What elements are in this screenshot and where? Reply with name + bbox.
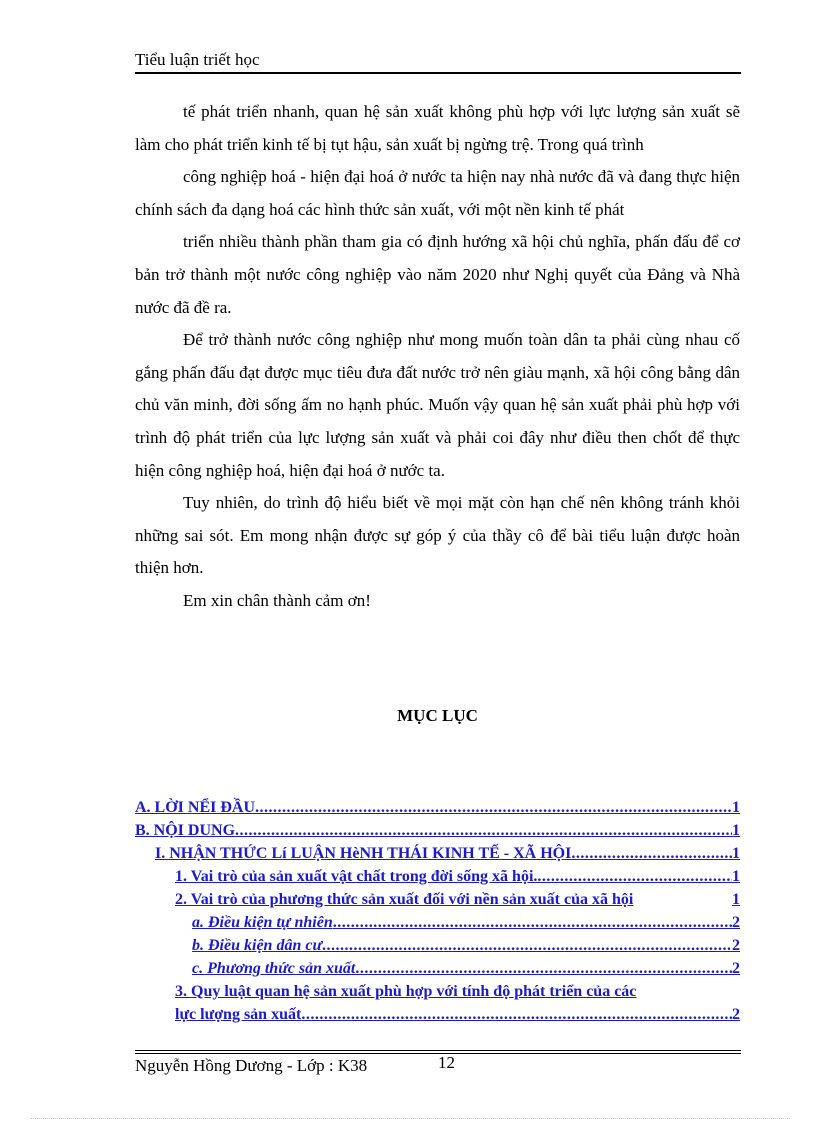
paragraph: tế phát triển nhanh, quan hệ sản xuất không phù hợp với lực lượng sản xuất sẽ làm cho phát triển kinh tế bị tụt hậu, sản xuất bị ngừng trệ. Trong quá trình	[135, 102, 740, 154]
toc-page: 2	[732, 937, 740, 954]
footer-author: Nguyễn Hồng Dương - Lớp : K38	[135, 1056, 368, 1075]
page-number: 12	[438, 1053, 455, 1072]
page-header	[135, 50, 741, 74]
toc-label: I. NHẬN THỨC Lí LUẬN HèNH THÁI KINH TẾ - XÃ HỘI	[155, 845, 572, 862]
toc-link-quy-luat-line1[interactable]	[135, 980, 740, 1003]
paragraph: công nghiệp hoá - hiện đại hoá ở nước ta hiện nay nhà nước đã và đang thực hiện chính sách đa dạng hoá các hình thức sản xuất, với một nền kinh tế phát	[135, 167, 740, 219]
paragraph: Để trở thành nước công nghiệp như mong muốn toàn dân ta phải cùng nhau cố gắng phấn đấu đạt được mục tiêu đưa đất nước trở nên giàu mạnh, xã hội công bằng dân chủ văn minh, đời sống ấm no hạnh phúc. Muốn vậy quan hệ sản xuất phải phù hợp với trình độ phát triển của lực lượng sản xuất và phải coi đây như điều then chốt để thực hiện công nghiệp hoá, hiện đại hoá ở nước ta.	[135, 330, 740, 480]
toc-label: 1. Vai trò của sản xuất vật chất trong đời sống xã hội.	[175, 868, 538, 885]
header-title: Tiểu luận triết học	[135, 50, 260, 69]
toc-label: c. Phương thức sản xuất	[192, 960, 356, 977]
toc-label: 3. Quy luật quan hệ sản xuất phù hợp với tính độ phát triển của các	[175, 983, 637, 1000]
toc-link-noi-dung[interactable]	[135, 819, 740, 842]
toc-link-dieu-kien-tu-nhien[interactable]	[135, 911, 740, 934]
toc-link-quy-luat[interactable]	[135, 1003, 740, 1026]
toc-page: 1	[732, 891, 740, 908]
paragraph: Tuy nhiên, do trình độ hiểu biết về mọi mặt còn hạn chế nên không tránh khỏi những sai sót. Em mong nhận được sự góp ý của thầy cô để bài tiểu luận được hoàn thiện hơn.	[135, 493, 740, 578]
toc-link-loi-noi-dau[interactable]	[135, 796, 740, 819]
toc-link-vai-tro-phuong-thuc[interactable]	[135, 888, 740, 911]
toc-link-vai-tro-san-xuat[interactable]	[135, 865, 740, 888]
toc-label: A. LỜI NỂI ĐẦU	[135, 799, 256, 816]
toc-link-nhan-thuc[interactable]	[135, 842, 740, 865]
toc-title: MỤC LỤC	[397, 706, 478, 725]
toc-page: 1	[732, 822, 740, 839]
toc-label: lực lượng sản xuất	[175, 1006, 302, 1023]
toc-page: 2	[732, 914, 740, 931]
toc-page: 1	[732, 845, 740, 862]
toc-label: a. Điều kiện tự nhiên	[192, 914, 333, 931]
body-text	[135, 96, 740, 618]
toc-label: b. Điều kiện dân cư	[192, 937, 323, 954]
toc-page: 1	[732, 799, 740, 816]
page-edge-divider	[30, 1118, 790, 1119]
toc-link-dieu-kien-dan-cu[interactable]	[135, 934, 740, 957]
toc-page: 2	[732, 960, 740, 977]
toc-link-phuong-thuc-san-xuat[interactable]	[135, 957, 740, 980]
toc-page: 2	[732, 1006, 740, 1023]
toc-label: 2. Vai trò của phương thức sản xuất đối với nền sản xuất của xã hội	[175, 891, 634, 908]
paragraph: triển nhiều thành phần tham gia có định hướng xã hội chủ nghĩa, phấn đấu để cơ bản trở thành một nước công nghiệp vào năm 2020 như Nghị quyết của Đảng và Nhà nước đã đề ra.	[135, 232, 740, 317]
toc-page: 1	[732, 868, 740, 885]
table-of-contents	[135, 796, 740, 1026]
paragraph: Em xin chân thành cảm ơn!	[183, 590, 371, 610]
toc-label: B. NỘI DUNG	[135, 822, 236, 839]
